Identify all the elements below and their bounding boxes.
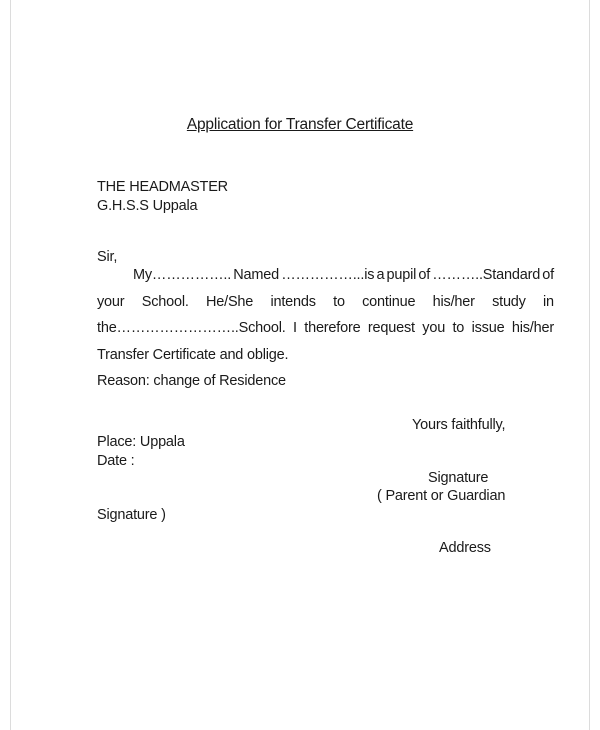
body-word: I — [293, 320, 297, 336]
body-word: your — [97, 294, 125, 310]
recipient-school: G.H.S.S Uppala — [97, 198, 198, 214]
body-word: continue — [362, 294, 416, 310]
body-word: ……………...is — [281, 267, 375, 283]
body-word: pupil — [386, 267, 417, 283]
body-word: his/her — [432, 294, 475, 310]
salutation: Sir, — [97, 249, 118, 265]
body-word: to — [333, 294, 345, 310]
body-word: of — [542, 267, 554, 283]
closing: Yours faithfully, — [412, 417, 506, 433]
body-word: study — [492, 294, 526, 310]
body-word: in — [543, 294, 554, 310]
body-word: ………..Standard — [432, 267, 541, 283]
document-title: Application for Transfer Certificate — [186, 116, 414, 133]
body-word: the……………………..School. — [97, 320, 286, 336]
recipient-title: THE HEADMASTER — [97, 179, 228, 195]
body-line-2 — [97, 294, 554, 310]
body-word: a — [376, 267, 385, 283]
body-word: issue — [471, 320, 505, 336]
body-word: therefore — [304, 320, 361, 336]
parent-guardian-label: ( Parent or Guardian — [377, 488, 506, 504]
body-line-3 — [97, 320, 554, 336]
body-word: request — [367, 320, 415, 336]
body-word: intends — [270, 294, 316, 310]
body-word: He/She — [205, 294, 254, 310]
body-word: Named — [233, 267, 280, 283]
body-word: to — [452, 320, 465, 336]
signature-close-label: Signature ) — [97, 507, 166, 523]
body-word: his/her — [511, 320, 554, 336]
body-word: you — [422, 320, 446, 336]
address-label: Address — [439, 540, 491, 556]
body-word: School. — [141, 294, 189, 310]
reason-line: Reason: change of Residence — [97, 373, 286, 389]
place-line: Place: Uppala — [97, 434, 185, 450]
document-page — [10, 0, 590, 730]
body-word: of — [418, 267, 431, 283]
date-line: Date : — [97, 453, 135, 469]
body-line-4: Transfer Certificate and oblige. — [97, 347, 289, 363]
body-line-1 — [133, 267, 554, 283]
signature-label: Signature — [428, 470, 489, 486]
body-word: My…………….. — [133, 267, 232, 283]
